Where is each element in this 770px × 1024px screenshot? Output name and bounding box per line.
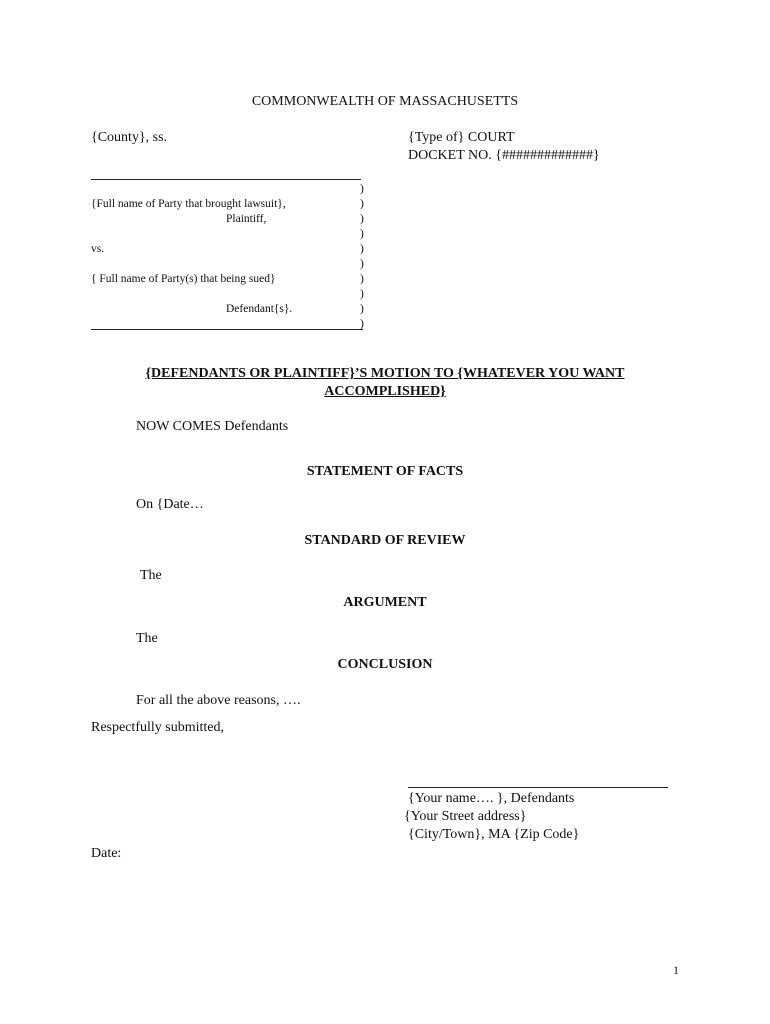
caption-top-rule — [91, 179, 361, 180]
page-number: 1 — [673, 963, 679, 977]
defendant-name: { Full name of Party(s) that being sued} — [91, 273, 276, 285]
court-type: {Type of} COURT — [408, 130, 515, 145]
conclusion-heading: CONCLUSION — [337, 657, 433, 672]
argument-text: The — [136, 631, 158, 646]
caption-paren: ) — [360, 258, 364, 270]
plaintiff-label: Plaintiff, — [226, 213, 267, 225]
facts-heading: STATEMENT OF FACTS — [306, 464, 464, 479]
defendant-label: Defendant{s}. — [226, 303, 293, 315]
commonwealth-heading: COMMONWEALTH OF MASSACHUSETTS — [251, 94, 519, 109]
argument-heading: ARGUMENT — [343, 595, 427, 610]
caption-paren: ) — [360, 288, 364, 300]
now-comes-text: NOW COMES Defendants — [136, 419, 289, 434]
conclusion-text: For all the above reasons, …. — [136, 693, 301, 708]
motion-title-line1: {DEFENDANTS OR PLAINTIFF}’S MOTION TO {WHATEVER YOU WANT — [145, 366, 625, 381]
review-text: The — [140, 568, 162, 583]
signer-street: {Your Street address} — [404, 809, 527, 824]
signature-line — [408, 787, 668, 788]
caption-paren: ) — [360, 198, 364, 210]
respectfully-submitted: Respectfully submitted, — [91, 720, 224, 735]
caption-parentheses — [360, 182, 370, 332]
caption-bottom-rule — [91, 329, 363, 330]
plaintiff-name: {Full name of Party that brought lawsuit}, — [91, 198, 286, 210]
county-label: {County}, ss. — [91, 130, 168, 145]
caption-paren: ) — [360, 228, 364, 240]
date-label: Date: — [91, 846, 122, 861]
review-heading: STANDARD OF REVIEW — [304, 533, 466, 548]
motion-title-line2: ACCOMPLISHED} — [324, 384, 446, 399]
docket-number: DOCKET NO. {#############} — [408, 148, 600, 163]
caption-paren: ) — [360, 318, 364, 330]
facts-text: On {Date… — [136, 497, 204, 512]
signer-name: {Your name…. }, Defendants — [408, 791, 575, 806]
signer-city: {City/Town}, MA {Zip Code} — [408, 827, 580, 842]
caption-paren: ) — [360, 213, 364, 225]
caption-paren: ) — [360, 243, 364, 255]
caption-paren: ) — [360, 273, 364, 285]
caption-paren: ) — [360, 303, 364, 315]
vs-label: vs. — [91, 243, 105, 255]
caption-paren: ) — [360, 183, 364, 195]
